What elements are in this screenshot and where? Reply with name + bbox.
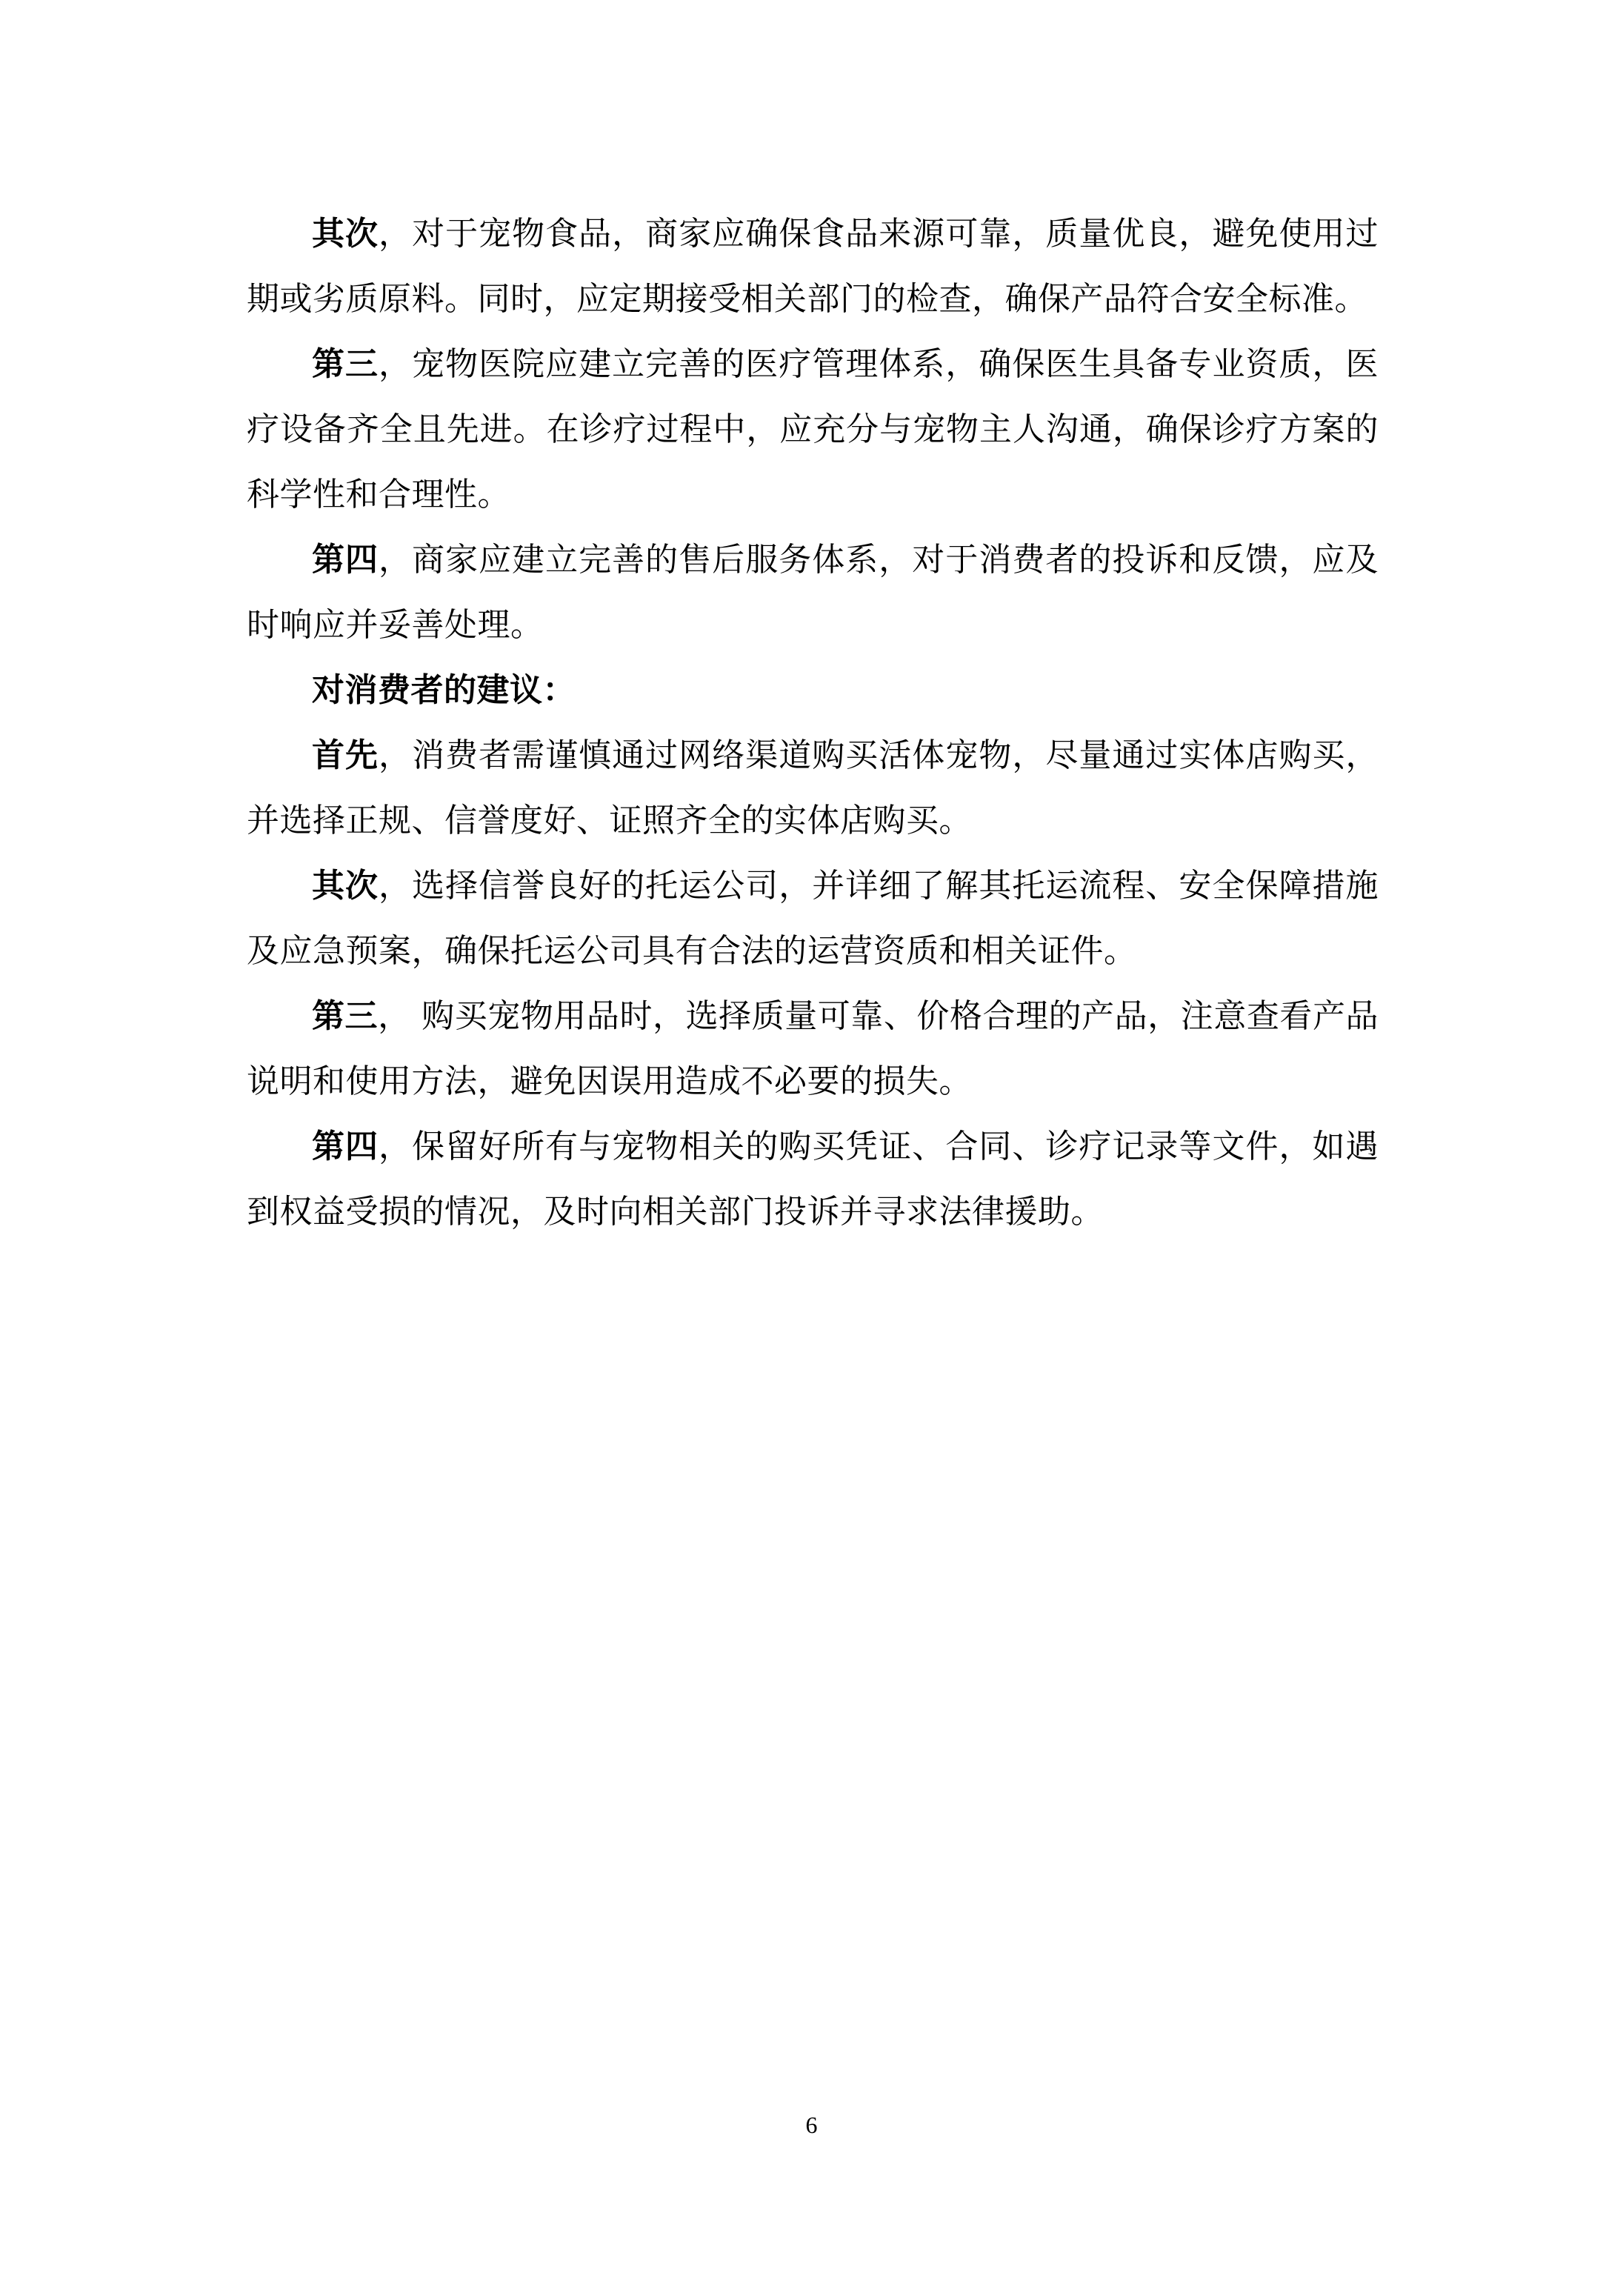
paragraph-consumer-purchase: [247, 723, 1379, 853]
paragraph-merchant-food: [247, 202, 1379, 332]
page-number: 6: [805, 2112, 818, 2138]
paragraph-text: ，消费者需谨慎通过网络渠道购买活体宠物，尽量通过实体店购买，并选择正规、信誉度好、证照齐全的实体店购买。: [247, 736, 1379, 839]
paragraph-lead: 其次: [312, 215, 379, 253]
paragraph-text: ，商家应建立完善的售后服务体系，对于消费者的投诉和反馈，应及时响应并妥善处理。: [247, 541, 1379, 644]
paragraph-consumer-records: [247, 1114, 1379, 1245]
document-body: [247, 202, 1379, 1245]
paragraph-text: ，保留好所有与宠物相关的购买凭证、合同、诊疗记录等文件，如遇到权益受损的情况，及时向相关部门投诉并寻求法律援助。: [247, 1128, 1379, 1231]
paragraph-lead: 首先: [312, 736, 379, 774]
consumer-section-heading: 对消费者的建议：: [312, 671, 576, 709]
paragraph-text: ， 购买宠物用品时，选择质量可靠、价格合理的产品，注意查看产品说明和使用方法，避免因误用造成不必要的损失。: [247, 997, 1379, 1100]
paragraph-text: ，选择信誉良好的托运公司，并详细了解其托运流程、安全保障措施及应急预案，确保托运公司具有合法的运营资质和相关证件。: [247, 867, 1379, 970]
paragraph-consumer-supplies: [247, 984, 1379, 1114]
paragraph-text: ，宠物医院应建立完善的医疗管理体系，确保医生具备专业资质，医疗设备齐全且先进。在诊疗过程中，应充分与宠物主人沟通，确保诊疗方案的科学性和合理性。: [247, 345, 1379, 513]
paragraph-lead: 其次: [312, 867, 379, 905]
paragraph-text: ，对于宠物食品，商家应确保食品来源可靠，质量优良，避免使用过期或劣质原料。同时，应定期接受相关部门的检查，确保产品符合安全标准。: [247, 215, 1379, 318]
paragraph-lead: 第三: [312, 997, 379, 1035]
paragraph-lead: 第四: [312, 1128, 379, 1165]
paragraph-merchant-aftersales: [247, 528, 1379, 658]
paragraph-merchant-hospital: [247, 332, 1379, 528]
paragraph-lead: 第三: [312, 345, 379, 383]
paragraph-consumer-shipping: [247, 853, 1379, 984]
paragraph-lead: 第四: [312, 541, 379, 579]
